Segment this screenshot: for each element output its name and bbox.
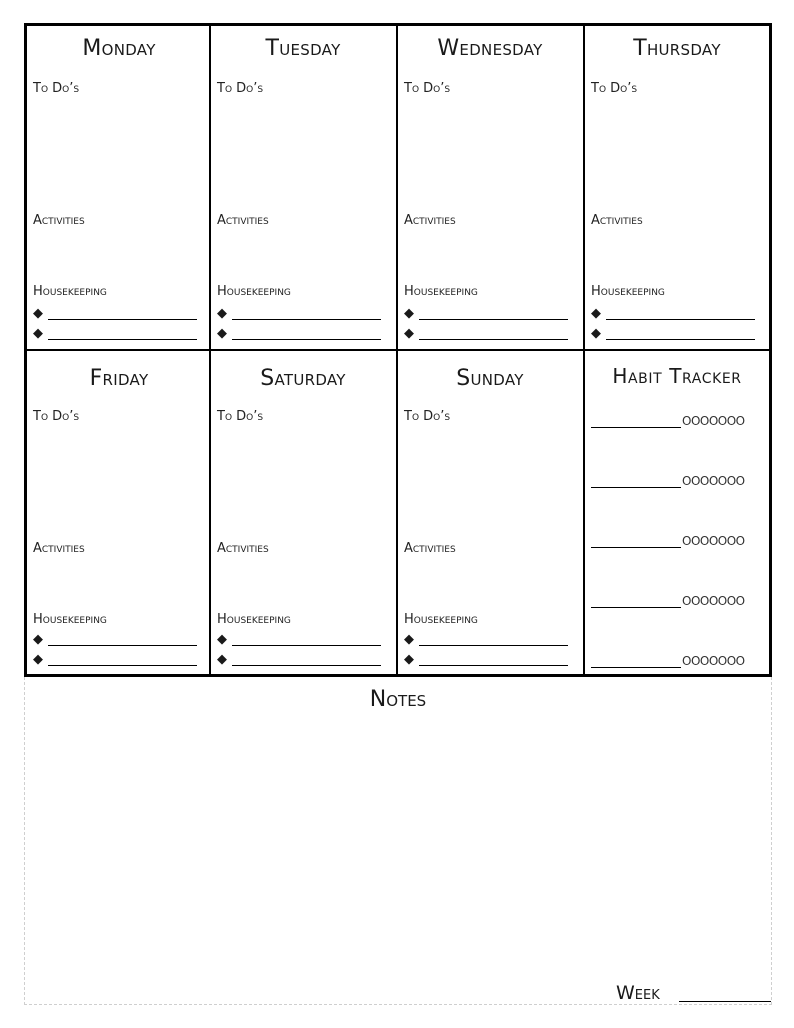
housekeeping-label: Housekeeping	[404, 612, 478, 627]
day-cell-sunday	[398, 351, 582, 676]
activities-label: Activities	[404, 541, 456, 556]
habit-row	[591, 655, 763, 669]
diamond-bullet-icon: ◆	[217, 652, 227, 667]
activities-label: Activities	[217, 213, 269, 228]
day-title: Wednesday	[437, 36, 543, 61]
diamond-bullet-icon: ◆	[217, 326, 227, 341]
habit-circles: OOOOOOO	[682, 534, 745, 548]
diamond-bullet-icon: ◆	[33, 632, 43, 647]
housekeeping-label: Housekeeping	[404, 284, 478, 299]
week-number-line	[679, 1001, 771, 1002]
housekeeping-line	[33, 633, 197, 647]
housekeeping-line	[33, 307, 197, 321]
activities-label: Activities	[591, 213, 643, 228]
housekeeping-line	[217, 327, 381, 341]
diamond-bullet-icon: ◆	[404, 632, 414, 647]
day-title: Thursday	[633, 36, 721, 61]
housekeeping-label: Housekeeping	[217, 284, 291, 299]
todo-label: To Do’s	[404, 409, 451, 424]
day-title: Saturday	[260, 366, 346, 391]
activities-label: Activities	[33, 541, 85, 556]
diamond-bullet-icon: ◆	[404, 306, 414, 321]
habit-name-line	[591, 667, 681, 668]
diamond-bullet-icon: ◆	[33, 306, 43, 321]
diamond-bullet-icon: ◆	[217, 632, 227, 647]
day-title: Sunday	[456, 366, 524, 391]
day-cell-saturday	[211, 351, 395, 676]
day-cell-wednesday	[398, 26, 582, 351]
habit-name-line	[591, 607, 681, 608]
day-cell-monday	[27, 26, 211, 351]
housekeeping-line	[404, 653, 568, 667]
todo-label: To Do’s	[217, 81, 264, 96]
housekeeping-line	[33, 327, 197, 341]
habit-circles: OOOOOOO	[682, 474, 745, 488]
notes-title: Notes	[369, 687, 427, 712]
housekeeping-label: Housekeeping	[591, 284, 665, 299]
housekeeping-line	[591, 327, 755, 341]
diamond-bullet-icon: ◆	[404, 652, 414, 667]
housekeeping-label: Housekeeping	[217, 612, 291, 627]
habit-name-line	[591, 487, 681, 488]
weekly-planner-grid	[24, 23, 772, 677]
habit-circles: OOOOOOO	[682, 414, 745, 428]
diamond-bullet-icon: ◆	[217, 306, 227, 321]
diamond-bullet-icon: ◆	[404, 326, 414, 341]
activities-label: Activities	[217, 541, 269, 556]
todo-label: To Do’s	[33, 409, 80, 424]
housekeeping-line	[217, 307, 381, 321]
todo-label: To Do’s	[404, 81, 451, 96]
habit-circles: OOOOOOO	[682, 654, 745, 668]
day-cell-friday	[27, 351, 211, 676]
todo-label: To Do’s	[591, 81, 638, 96]
housekeeping-line	[591, 307, 755, 321]
housekeeping-line	[217, 653, 381, 667]
housekeeping-line	[404, 633, 568, 647]
housekeeping-line	[217, 633, 381, 647]
day-title: Monday	[82, 36, 156, 61]
housekeeping-label: Housekeeping	[33, 284, 107, 299]
day-cell-tuesday	[211, 26, 395, 351]
habit-name-line	[591, 427, 681, 428]
diamond-bullet-icon: ◆	[33, 652, 43, 667]
diamond-bullet-icon: ◆	[33, 326, 43, 341]
diamond-bullet-icon: ◆	[591, 326, 601, 341]
day-title: Friday	[89, 366, 149, 391]
housekeeping-line	[404, 307, 568, 321]
activities-label: Activities	[33, 213, 85, 228]
habit-row	[591, 595, 763, 609]
habit-tracker-cell	[585, 351, 769, 676]
week-label: Week	[616, 982, 660, 1004]
habit-tracker-title: Habit Tracker	[612, 364, 742, 388]
housekeeping-label: Housekeeping	[33, 612, 107, 627]
habit-row	[591, 475, 763, 489]
habit-row	[591, 415, 763, 429]
day-cell-thursday	[585, 26, 769, 351]
diamond-bullet-icon: ◆	[591, 306, 601, 321]
todo-label: To Do’s	[217, 409, 264, 424]
todo-label: To Do’s	[33, 81, 80, 96]
activities-label: Activities	[404, 213, 456, 228]
habit-name-line	[591, 547, 681, 548]
notes-area	[24, 677, 772, 1005]
habit-row	[591, 535, 763, 549]
habit-circles: OOOOOOO	[682, 594, 745, 608]
housekeeping-line	[33, 653, 197, 667]
housekeeping-line	[404, 327, 568, 341]
day-title: Tuesday	[265, 36, 341, 61]
